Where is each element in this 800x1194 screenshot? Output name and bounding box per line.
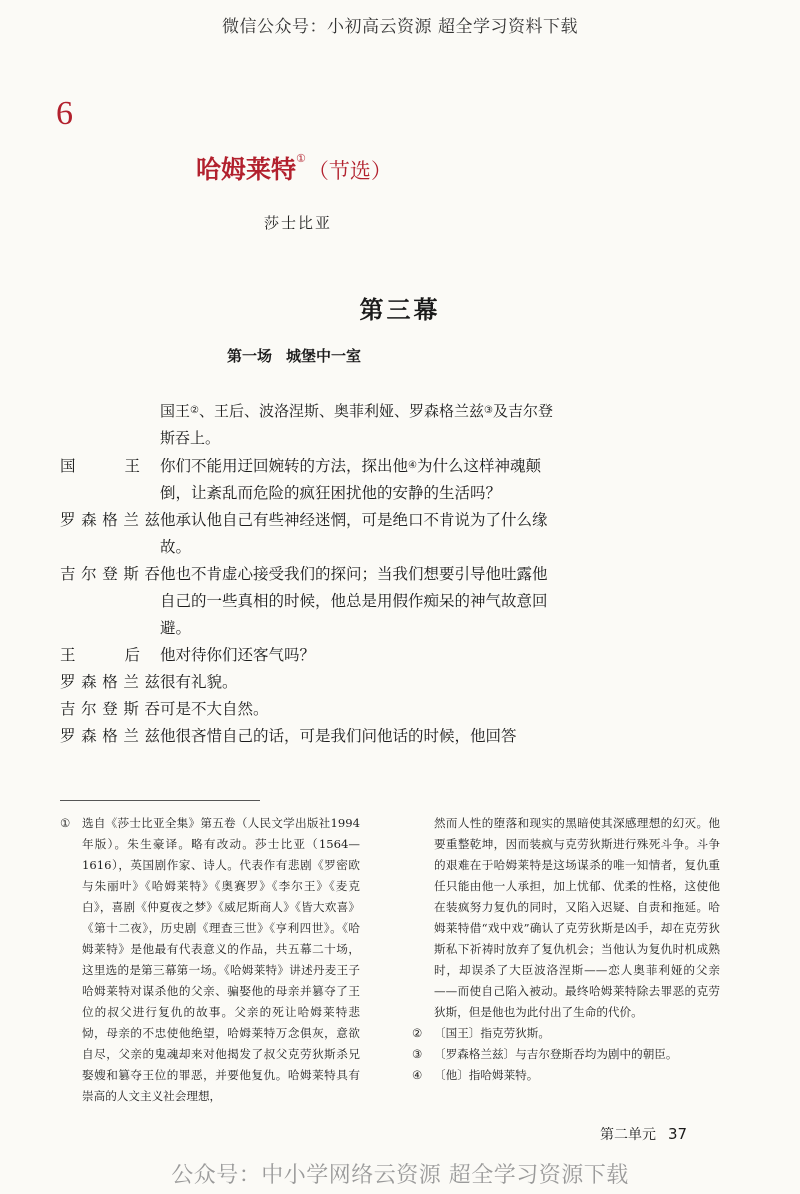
dialogue-block [60, 453, 560, 750]
stage-text-1: 国王 [160, 402, 191, 420]
lesson-number: 6 [56, 95, 73, 132]
footnote-4 [412, 1065, 720, 1086]
footnote-4-mark: ④ [412, 1068, 423, 1082]
scene-label: 第一场 [227, 347, 273, 365]
speaker-name: 罗森格兰兹 [60, 511, 160, 529]
speech-text: 他也不肯虚心接受我们的探问；当我们想要引导他吐露他自己的一些真相的时候，他总是用假作痴呆的神气故意回避。 [160, 565, 548, 637]
speaker-name: 吉尔登斯吞 [60, 565, 160, 583]
top-watermark: 微信公众号：小初高云资源 超全学习资料下载 [222, 17, 578, 37]
bottom-watermark: 公众号：中小学网络云资源 超全学习资源下载 [171, 1163, 629, 1188]
act-heading: 第三幕 [359, 295, 441, 324]
title-subtitle: （节选） [307, 159, 392, 183]
speech-part: 为什么这样神魂颠倒，让紊乱而危险的疯狂困扰他的安静的生活吗？ [160, 457, 541, 502]
dialogue-line [60, 642, 560, 669]
dialogue-line [60, 561, 560, 642]
footnote-divider [60, 800, 260, 801]
footnote-2 [412, 1023, 720, 1044]
footnote-1 [60, 813, 360, 1107]
stage-text-3: 及吉尔登斯吞上。 [160, 402, 553, 447]
scene-place: 城堡中一室 [286, 347, 362, 365]
footnotes-left-column [60, 813, 360, 1107]
page-footer [600, 1124, 687, 1144]
speech-text [160, 453, 553, 507]
speaker-name: 王后 [60, 646, 140, 664]
footnote-3 [412, 1044, 720, 1065]
footnote-1-text: 选自《莎士比亚全集》第五卷（人民文学出版社1994年版）。朱生豪译。略有改动。莎士比亚（1564—1616），英国剧作家、诗人。代表作有悲剧《罗密欧与朱丽叶》《哈姆莱特》《奥赛罗》《李尔王》《麦克白》，喜剧《仲夏夜之梦》《威尼斯商人》《皆大欢喜》《第十二夜》，历史剧《理查三世》《亨利四世》。《哈姆莱特》是他最有代表意义的作品，共五幕二十场，这里选的是第三幕第一场。《哈姆莱特》讲述丹麦王子哈姆莱特对谋杀他的父亲、骗娶他的母亲并篡夺了王位的叔父进行复仇的故事。父亲的死让哈姆莱特悲恸，母亲的不忠使他绝望，哈姆莱特万念俱灰，意欲自尽，父亲的鬼魂却来对他揭发了叔父克劳狄斯杀兄娶嫂和篡夺王位的罪恶，并要他复仇。哈姆莱特具有崇高的人文主义社会理想， [82, 816, 360, 1103]
page-title [196, 150, 392, 186]
title-main: 哈姆莱特 [196, 155, 297, 184]
footnote-4-text: 〔他〕指哈姆莱特。 [434, 1068, 539, 1082]
speaker-name: 吉尔登斯吞 [60, 700, 160, 718]
speech-text: 他对待你们还客气吗？ [160, 646, 316, 664]
footnotes-right-column [412, 813, 720, 1086]
dialogue-line [60, 507, 560, 561]
title-footnote-mark: ① [296, 152, 306, 165]
scene-heading [227, 345, 361, 366]
footnote-mark-2: ② [190, 405, 199, 416]
speech-text: 他承认他自己有些神经迷惘，可是绝口不肯说为了什么缘故。 [160, 511, 548, 556]
page-number: 37 [668, 1125, 688, 1143]
dialogue-line [60, 453, 560, 507]
stage-text-2: 、王后、波洛涅斯、奥菲利娅、罗森格兰兹 [198, 402, 484, 420]
footnote-3-mark: ③ [412, 1047, 423, 1061]
unit-label: 第二单元 [600, 1127, 656, 1143]
speech-part: 你们不能用迂回婉转的方法，探出他 [160, 457, 409, 475]
footnote-2-text: 〔国王〕指克劳狄斯。 [434, 1026, 550, 1040]
footnote-1-mark: ① [60, 816, 71, 830]
speech-text: 他很吝惜自己的话，可是我们问他话的时候，他回答 [160, 727, 517, 745]
author-name: 莎士比亚 [264, 214, 333, 232]
speech-text: 很有礼貌。 [160, 673, 238, 691]
speaker-name: 国王 [60, 457, 140, 475]
footnote-mark-4: ④ [408, 460, 417, 471]
footnote-mark-3: ③ [484, 405, 493, 416]
dialogue-line [60, 696, 560, 723]
dialogue-line [60, 723, 560, 750]
speaker-name: 罗森格兰兹 [60, 727, 160, 745]
speech-text: 可是不大自然。 [160, 700, 269, 718]
footnote-1-continued: 然而人性的堕落和现实的黑暗使其深感理想的幻灭。他要重整乾坤，因而装疯与克劳狄斯进行殊死斗争。斗争的艰难在于哈姆莱特是这场谋杀的唯一知情者，复仇重任只能由他一人承担，加上忧郁、优柔的性格，这使他在装疯努力复仇的同时，又陷入迟疑、自责和拖延。哈姆莱特借“戏中戏”确认了克劳狄斯是凶手，却在克劳狄斯私下祈祷时放弃了复仇机会；当他认为复仇时机成熟时，却误杀了大臣波洛涅斯——恋人奥菲利娅的父亲——而使自己陷入被动。最终哈姆莱特除去罪恶的克劳狄斯，但是他也为此付出了生命的代价。 [434, 816, 720, 1019]
stage-direction [160, 398, 560, 452]
speaker-name: 罗森格兰兹 [60, 673, 160, 691]
dialogue-line [60, 669, 560, 696]
footnote-2-mark: ② [412, 1026, 423, 1040]
footnote-3-text: 〔罗森格兰兹〕与吉尔登斯吞均为剧中的朝臣。 [434, 1047, 678, 1061]
